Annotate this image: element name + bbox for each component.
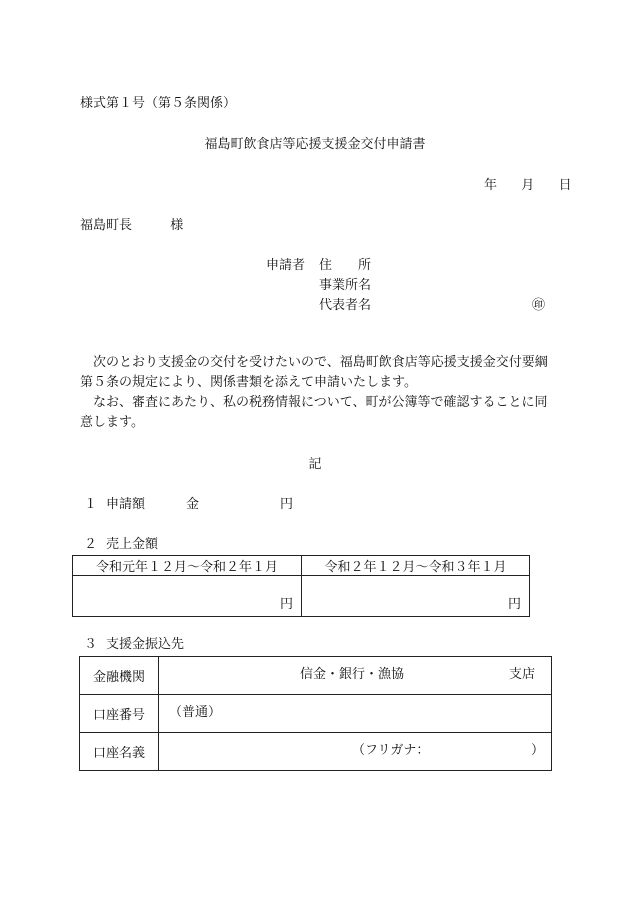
institution-label: 金融機関 — [80, 657, 159, 695]
date-line — [484, 178, 572, 194]
sales-value-row — [73, 576, 530, 617]
account-type: （普通） — [169, 705, 222, 720]
item2-number: ２ — [84, 537, 98, 552]
date-year: 年 — [484, 178, 498, 193]
date-day: 日 — [558, 178, 572, 193]
applicant-address-label: 住 所 — [319, 258, 372, 273]
document-title: 福島町飲食店等応援支援金交付申請書 — [204, 137, 426, 152]
furigana-close: ） — [531, 743, 545, 758]
bank-row-account-number — [80, 695, 552, 733]
institution-field[interactable] — [159, 657, 552, 695]
ki-heading: 記 — [308, 457, 322, 472]
account-number-field[interactable] — [159, 695, 552, 733]
sales-yen-1: 円 — [279, 597, 293, 612]
addressee — [80, 218, 183, 234]
item1-label: 申請額 — [106, 497, 146, 512]
bank-row-account-name — [80, 733, 552, 771]
sales-table — [72, 555, 530, 617]
item3-number: ３ — [84, 637, 98, 652]
sales-column-2: 令和２年１２月～令和３年１月 — [302, 556, 530, 576]
item1-yen: 円 — [280, 497, 294, 512]
bank-row-institution — [80, 657, 552, 695]
item1-number: １ — [84, 497, 98, 512]
account-number-label: 口座番号 — [80, 695, 159, 733]
applicant-rep-label: 代表者名 — [319, 298, 372, 313]
seal-mark: ㊞ — [532, 298, 546, 313]
item3-label: 支援金振込先 — [106, 637, 185, 652]
account-name-label: 口座名義 — [80, 733, 159, 771]
furigana-open: （フリガナ： — [352, 743, 430, 758]
item1-kin: 金 — [186, 497, 200, 512]
sales-value-2[interactable] — [302, 576, 530, 617]
item2-label: 売上金額 — [106, 537, 159, 552]
body-paragraph-2: なお、審査にあたり、私の税務情報について、町が公簿等で確認することに同意します。 — [80, 395, 548, 430]
institution-types: 信金・銀行・漁協 — [300, 667, 405, 682]
bank-table — [79, 656, 552, 771]
addressee-honorific: 様 — [170, 218, 184, 233]
account-name-field[interactable] — [159, 733, 552, 771]
applicant-office-label: 事業所名 — [319, 278, 372, 293]
applicant-heading: 申請者 — [266, 258, 306, 273]
body-paragraph-1: 次のとおり支援金の交付を受けたいので、福島町飲食店等応援支援金交付要綱第５条の規定により、関係書類を添えて申請いたします。 — [80, 355, 548, 390]
branch-label: 支店 — [509, 667, 536, 682]
date-month: 月 — [521, 178, 535, 193]
body-text — [80, 353, 554, 433]
sales-column-1: 令和元年１２月～令和２年１月 — [73, 556, 302, 576]
sales-header-row — [73, 556, 530, 576]
sales-value-1[interactable] — [73, 576, 302, 617]
form-number: 様式第１号（第５条関係） — [80, 96, 237, 111]
sales-yen-2: 円 — [507, 597, 521, 612]
addressee-name: 福島町長 — [80, 218, 133, 233]
